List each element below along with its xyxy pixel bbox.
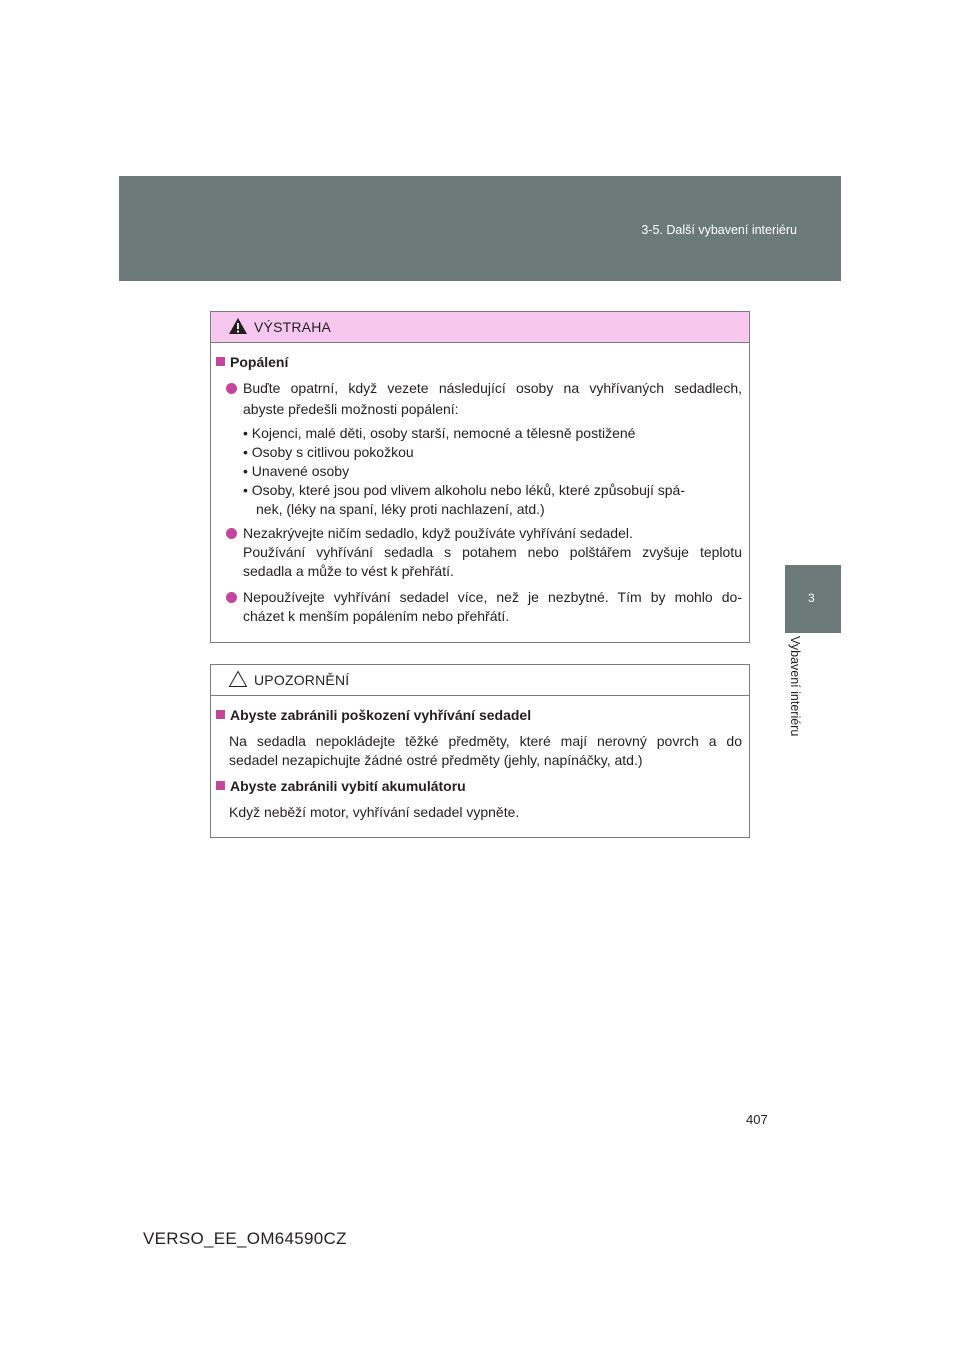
document-code: VERSO_EE_OM64590CZ [143,1229,347,1248]
notice-header [211,665,749,696]
warning-box [210,311,750,643]
bullet1-line2: abyste předešli možnosti popálení: [243,401,459,417]
header-band [119,176,841,281]
chapter-label-container [778,636,808,766]
sub-item-1: • Kojenci, malé děti, osoby starší, nemocné a tělesně postižené [243,425,636,441]
circle-bullet-icon [226,592,237,603]
bullet3-line2: cházet k menším popálením nebo přehřátí. [243,608,510,624]
sub-item-4-line2: nek, (léky na spaní, léky proti nachlazení, atd.) [256,501,545,517]
page-number: 407 [746,1112,768,1127]
sub-item-4-line1: • Osoby, které jsou pod vlivem alkoholu nebo léků, které způsobují spá- [243,482,685,498]
notice-section1-title [216,707,531,723]
warning-title: VÝSTRAHA [254,319,332,335]
chapter-tab [785,565,841,633]
section-title: 3-5. Další vybavení interiéru [641,223,797,237]
warning-icon [228,317,248,335]
warning-header [211,312,749,343]
notice-section1-line1: Na sedadla nepokládejte těžké předměty, které mají nerovný povrch a do [229,733,742,749]
bullet1-line1: Buďte opatrní, když vezete následující osoby na vyhřívaných sedadlech, [243,380,742,396]
circle-bullet-icon [226,528,237,539]
bullet3-line1: Nepoužívejte vyhřívání sedadel více, než je nezbytné. Tím by mohlo do- [243,589,742,605]
chapter-label: Vybavení interiéru [788,636,802,737]
notice-section1-label: Abyste zabránili poškození vyhřívání sedadel [230,707,532,723]
notice-box [210,664,750,838]
bullet2-line3: sedadla a může to vést k přehřátí. [243,563,454,579]
chapter-number: 3 [808,591,815,605]
bullet2-line1: Nezakrývejte ničím sedadlo, když používáte vyhřívání sedadel. [243,525,633,541]
caution-icon [228,670,248,688]
square-bullet-icon [216,357,225,366]
notice-section2-title [216,778,466,794]
sub-item-3: • Unavené osoby [243,463,350,479]
sub-item-2: • Osoby s citlivou pokožkou [243,444,414,460]
square-bullet-icon [216,710,225,719]
notice-section2-label: Abyste zabránili vybití akumulátoru [230,778,466,794]
notice-section2-line1: Když neběží motor, vyhřívání sedadel vypněte. [229,804,520,820]
bullet2-line2: Používání vyhřívání sedadla s potahem nebo polštářem zvyšuje teplotu [243,544,742,560]
warning-section-title [216,354,288,370]
circle-bullet-icon [226,383,237,394]
notice-section1-line2: sedadel nezapichujte žádné ostré předměty (jehly, napínáčky, atd.) [229,752,643,768]
warning-section-label: Popálení [230,354,289,370]
notice-title: UPOZORNĚNÍ [254,672,350,688]
square-bullet-icon [216,781,225,790]
